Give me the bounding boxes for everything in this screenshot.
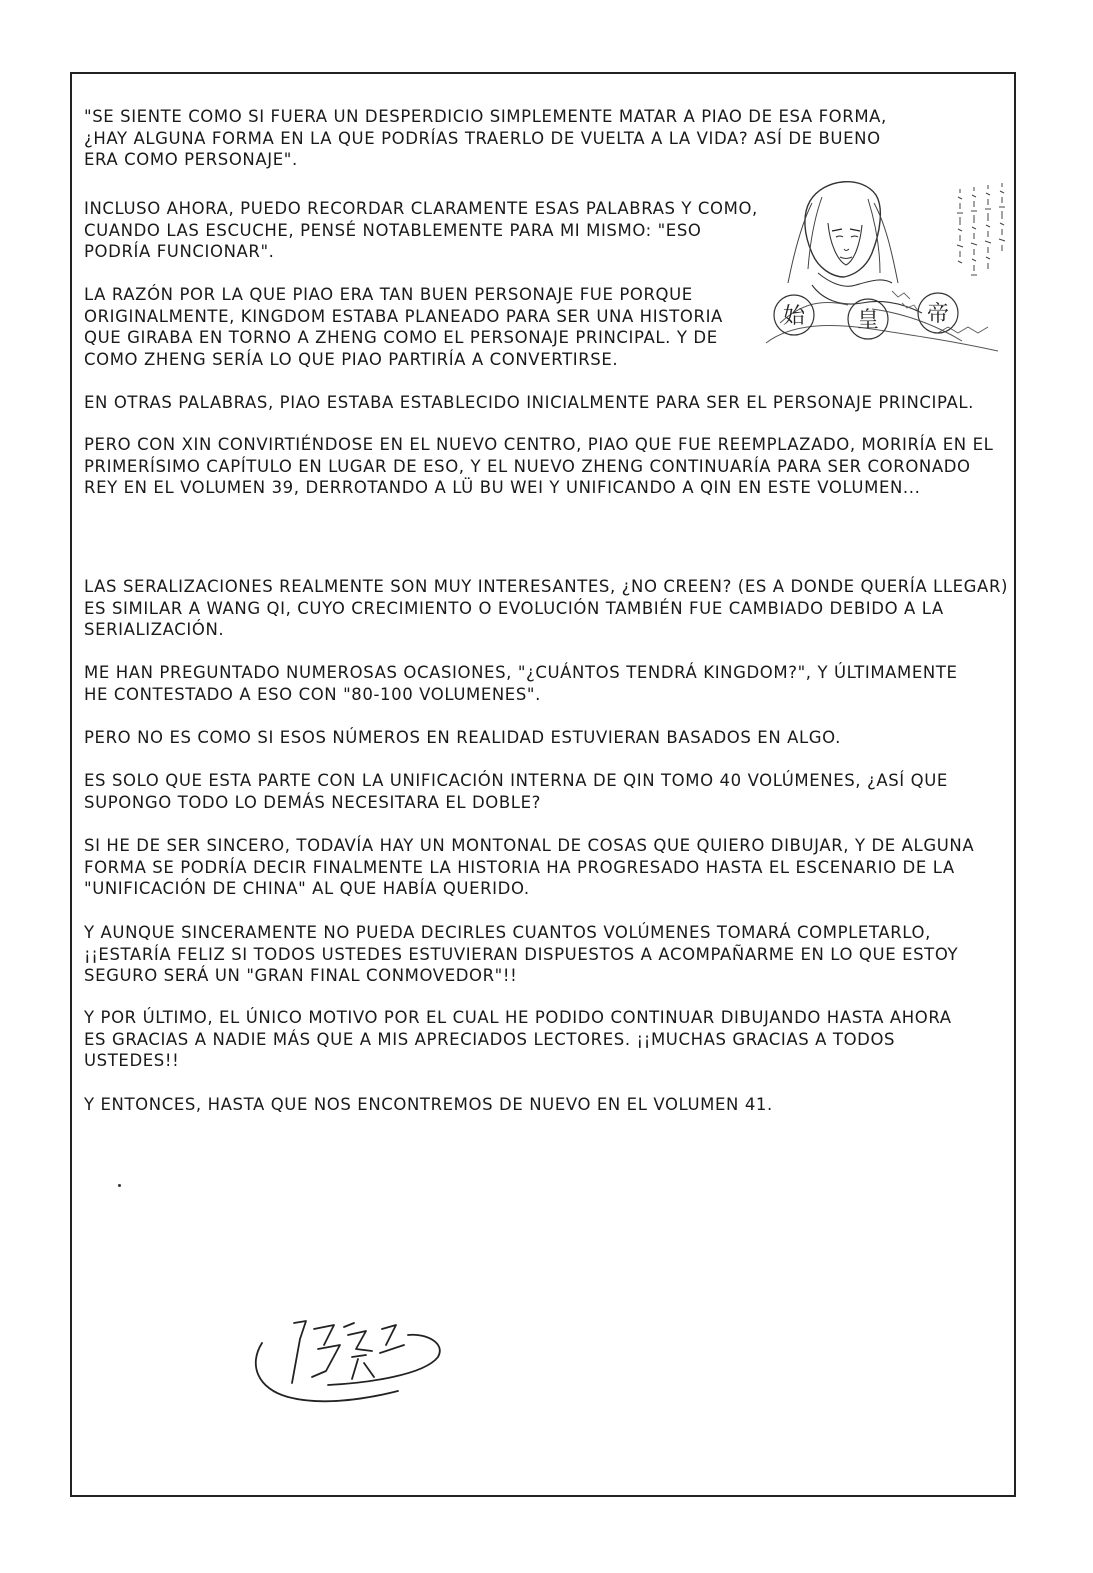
paragraph-8: PERO NO ES COMO SI ESOS NÚMEROS EN REALIDAD ESTUVIERAN BASADOS EN ALGO. xyxy=(84,728,841,747)
seal-char-2: 皇 xyxy=(856,308,880,333)
paragraph-6: LAS SERALIZACIONES REALMENTE SON MUY INTERESANTES, ¿NO CREEN? (ES A DONDE QUERÍA LLEGAR) ES SIMILAR A WANG QI, CUYO CRECIMIENTO O EVOLUCIÓN TAMBIÉN FUE CAMBIADO DEBIDO A LA SERIALIZACIÓN. xyxy=(84,577,1009,639)
paragraph-11: Y AUNQUE SINCERAMENTE NO PUEDA DECIRLES CUANTOS VOLÚMENES TOMARÁ COMPLETARLO, ¡¡ESTARÍA FELIZ SI TODOS USTEDES ESTUVIERAN DISPUESTOS A ACOMPAÑARME EN LO QUE ESTOY SEGURO SERÁ UN "GRAN FINAL CONMOVEDOR"!! xyxy=(84,923,959,985)
paragraph-12: Y POR ÚLTIMO, EL ÚNICO MOTIVO POR EL CUAL HE PODIDO CONTINUAR DIBUJANDO HASTA AHORA ES GRACIAS A NADIE MÁS QUE A MIS APRECIADOS LECTORES. ¡¡MUCHAS GRACIAS A TODOS USTEDES!! xyxy=(84,1008,952,1070)
seal-char-3: 帝 xyxy=(926,302,950,327)
author-signature xyxy=(248,1305,463,1415)
paragraph-9: ES SOLO QUE ESTA PARTE CON LA UNIFICACIÓN INTERNA DE QIN TOMO 40 VOLÚMENES, ¿ASÍ QUE SUPONGO TODO LO DEMÁS NECESITARA EL DOBLE? xyxy=(84,771,948,812)
character-illustration xyxy=(752,173,1014,358)
paragraph-7: ME HAN PREGUNTADO NUMEROSAS OCASIONES, "¿CUÁNTOS TENDRÁ KINGDOM?", Y ÚLTIMAMENTE HE CONTESTADO A ESO CON "80-100 VOLUMENES". xyxy=(84,663,958,704)
paragraph-4: EN OTRAS PALABRAS, PIAO ESTABA ESTABLECIDO INICIALMENTE PARA SER EL PERSONAJE PRINCIPAL. xyxy=(84,393,974,412)
paragraph-1: "SE SIENTE COMO SI FUERA UN DESPERDICIO SIMPLEMENTE MATAR A PIAO DE ESA FORMA, ¿HAY ALGUNA FORMA EN LA QUE PODRÍAS TRAERLO DE VUELTA A LA VIDA? ASÍ DE BUENO ERA COMO PERSONAJE". xyxy=(84,107,887,169)
paragraph-3: LA RAZÓN POR LA QUE PIAO ERA TAN BUEN PERSONAJE FUE PORQUE ORIGINALMENTE, KINGDOM ESTABA PLANEADO PARA SER UNA HISTORIA QUE GIRABA EN TORNO A ZHENG COMO EL PERSONAJE PRINCIPAL. Y DE COMO ZHENG SERÍA LO QUE PIAO PARTIRÍA A CONVERTIRSE. xyxy=(84,285,723,369)
paragraph-10: SI HE DE SER SINCERO, TODAVÍA HAY UN MONTONAL DE COSAS QUE QUIERO DIBUJAR, Y DE ALGUNA FORMA SE PODRÍA DECIR FINALMENTE LA HISTORIA HA PROGRESADO HASTA EL ESCENARIO DE LA "UNIFICACIÓN DE CHINA" AL QUE HABÍA QUERIDO. xyxy=(84,836,975,898)
ink-dot xyxy=(118,1184,121,1187)
seal-char-1: 始 xyxy=(782,304,806,329)
paragraph-2: INCLUSO AHORA, PUEDO RECORDAR CLARAMENTE ESAS PALABRAS Y COMO, CUANDO LAS ESCUCHE, PENSÉ NOTABLEMENTE PARA MI MISMO: "ESO PODRÍA FUNCIONAR". xyxy=(84,199,758,261)
paragraph-5: PERO CON XIN CONVIRTIÉNDOSE EN EL NUEVO CENTRO, PIAO QUE FUE REEMPLAZADO, MORIRÍA EN EL PRIMERÍSIMO CAPÍTULO EN LUGAR DE ESO, Y EL NUEVO ZHENG CONTINUARÍA PARA SER CORONADO REY EN EL VOLUMEN 39, DERROTANDO A LÜ BU WEI Y UNIFICANDO A QIN EN ESTE VOLUMEN... xyxy=(84,435,994,497)
paragraph-13: Y ENTONCES, HASTA QUE NOS ENCONTREMOS DE NUEVO EN EL VOLUMEN 41. xyxy=(84,1095,773,1114)
